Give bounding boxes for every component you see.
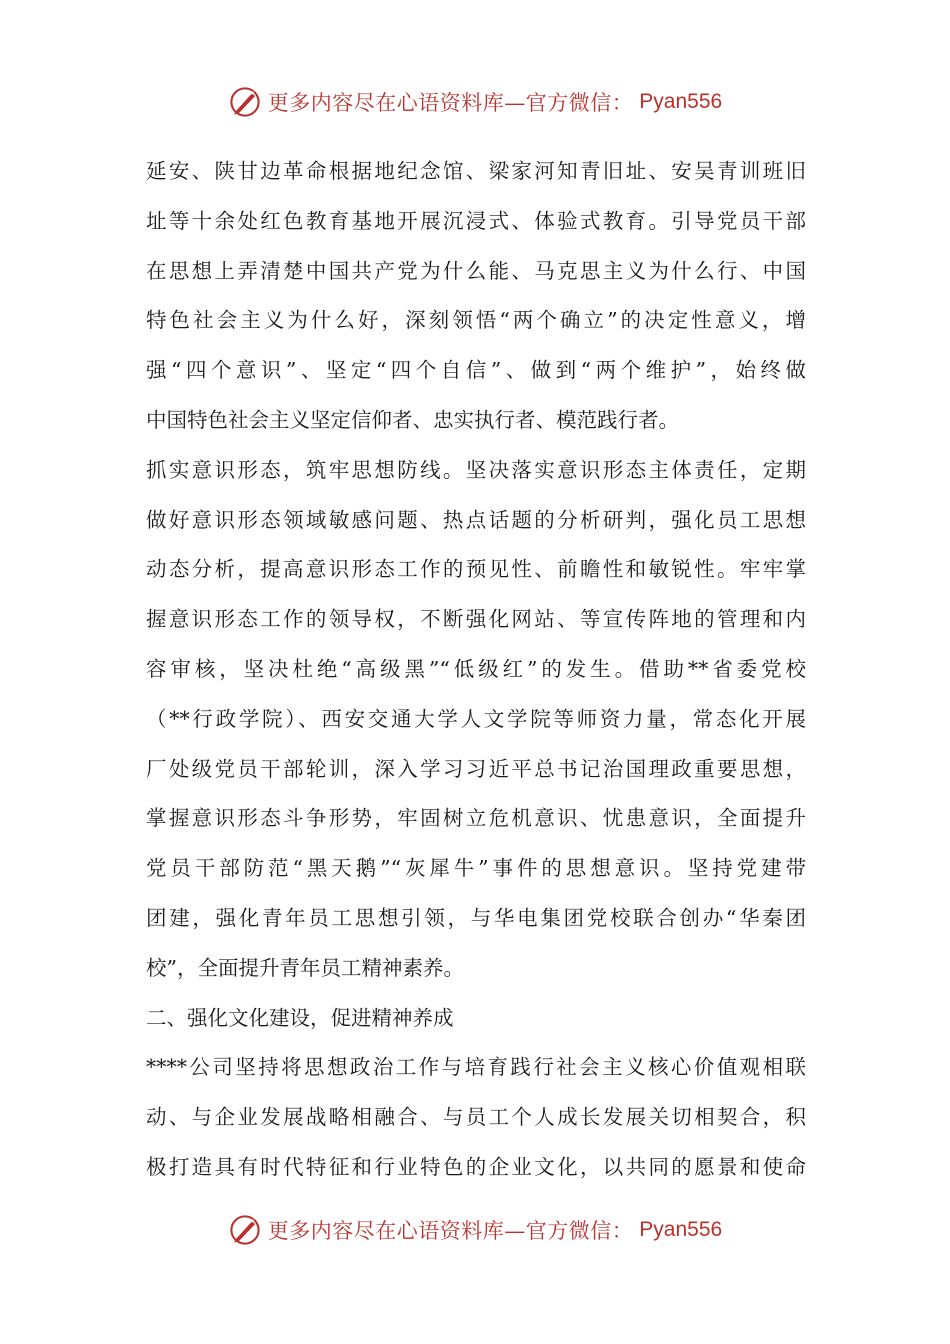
banner-wechat-id: Pyan556 — [639, 90, 723, 113]
text-line: 址等十余处红色教育基地开展沉浸式、体验式教育。引导党员干部 — [146, 208, 806, 233]
text-line: 极打造具有时代特征和行业特色的企业文化，以共同的愿景和使命 — [146, 1154, 806, 1179]
pen-logo-icon — [228, 1213, 262, 1247]
text-line: 在思想上弄清楚中国共产党为什么能、马克思主义为什么行、中国 — [146, 258, 806, 283]
banner-text: 更多内容尽在心语资料库—官方微信： — [267, 1219, 634, 1243]
text-line: 掌握意识形态斗争形势，牢固树立危机意识、忧患意识，全面提升 — [146, 806, 806, 831]
document-body — [146, 147, 806, 1193]
text-line: 抓实意识形态，筑牢思想防线。坚决落实意识形态主体责任，定期 — [146, 457, 806, 482]
text-line: 动态分析，提高意识形态工作的预见性、前瞻性和敏锐性。牢牢掌 — [146, 557, 806, 582]
text-line: 党员干部防范“黑天鹅”“灰犀牛”事件的思想意识。坚持党建带 — [146, 856, 806, 881]
text-line: 中国特色社会主义坚定信仰者、忠实执行者、模范践行者。 — [146, 407, 679, 432]
text-line: 校”，全面提升青年员工精神素养。 — [146, 955, 464, 980]
footer-watermark-banner — [0, 1208, 950, 1252]
text-line: 团建，强化青年员工思想引领，与华电集团党校联合创办“华秦团 — [146, 905, 806, 930]
banner-text: 更多内容尽在心语资料库—官方微信： — [267, 91, 634, 115]
text-line: ****公司坚持将思想政治工作与培育践行社会主义核心价值观相联 — [146, 1055, 806, 1080]
text-line: （**行政学院）、西安交通大学人文学院等师资力量，常态化开展 — [146, 706, 806, 731]
header-watermark-banner — [0, 80, 950, 124]
text-line: 厂处级党员干部轮训，深入学习习近平总书记治国理政重要思想， — [146, 756, 806, 781]
text-line: 做好意识形态领域敏感问题、热点话题的分析研判，强化员工思想 — [146, 507, 806, 532]
text-line: 二、强化文化建设，促进精神养成 — [146, 1005, 454, 1030]
banner-wechat-id: Pyan556 — [639, 1218, 723, 1241]
text-line: 容审核，坚决杜绝“高级黑”“低级红”的发生。借助**省委党校 — [146, 656, 806, 681]
pen-logo-icon — [228, 85, 262, 119]
text-line: 动、与企业发展战略相融合、与员工个人成长发展关切相契合，积 — [146, 1105, 806, 1130]
text-line: 握意识形态工作的领导权，不断强化网站、等宣传阵地的管理和内 — [146, 607, 806, 632]
text-line: 延安、陕甘边革命根据地纪念馆、梁家河知青旧址、安吴青训班旧 — [146, 159, 806, 183]
text-line: 特色社会主义为什么好，深刻领悟“两个确立”的决定性意义，增 — [146, 308, 806, 333]
text-line: 强“四个意识”、坚定“四个自信”、做到“两个维护”，始终做 — [146, 358, 806, 383]
